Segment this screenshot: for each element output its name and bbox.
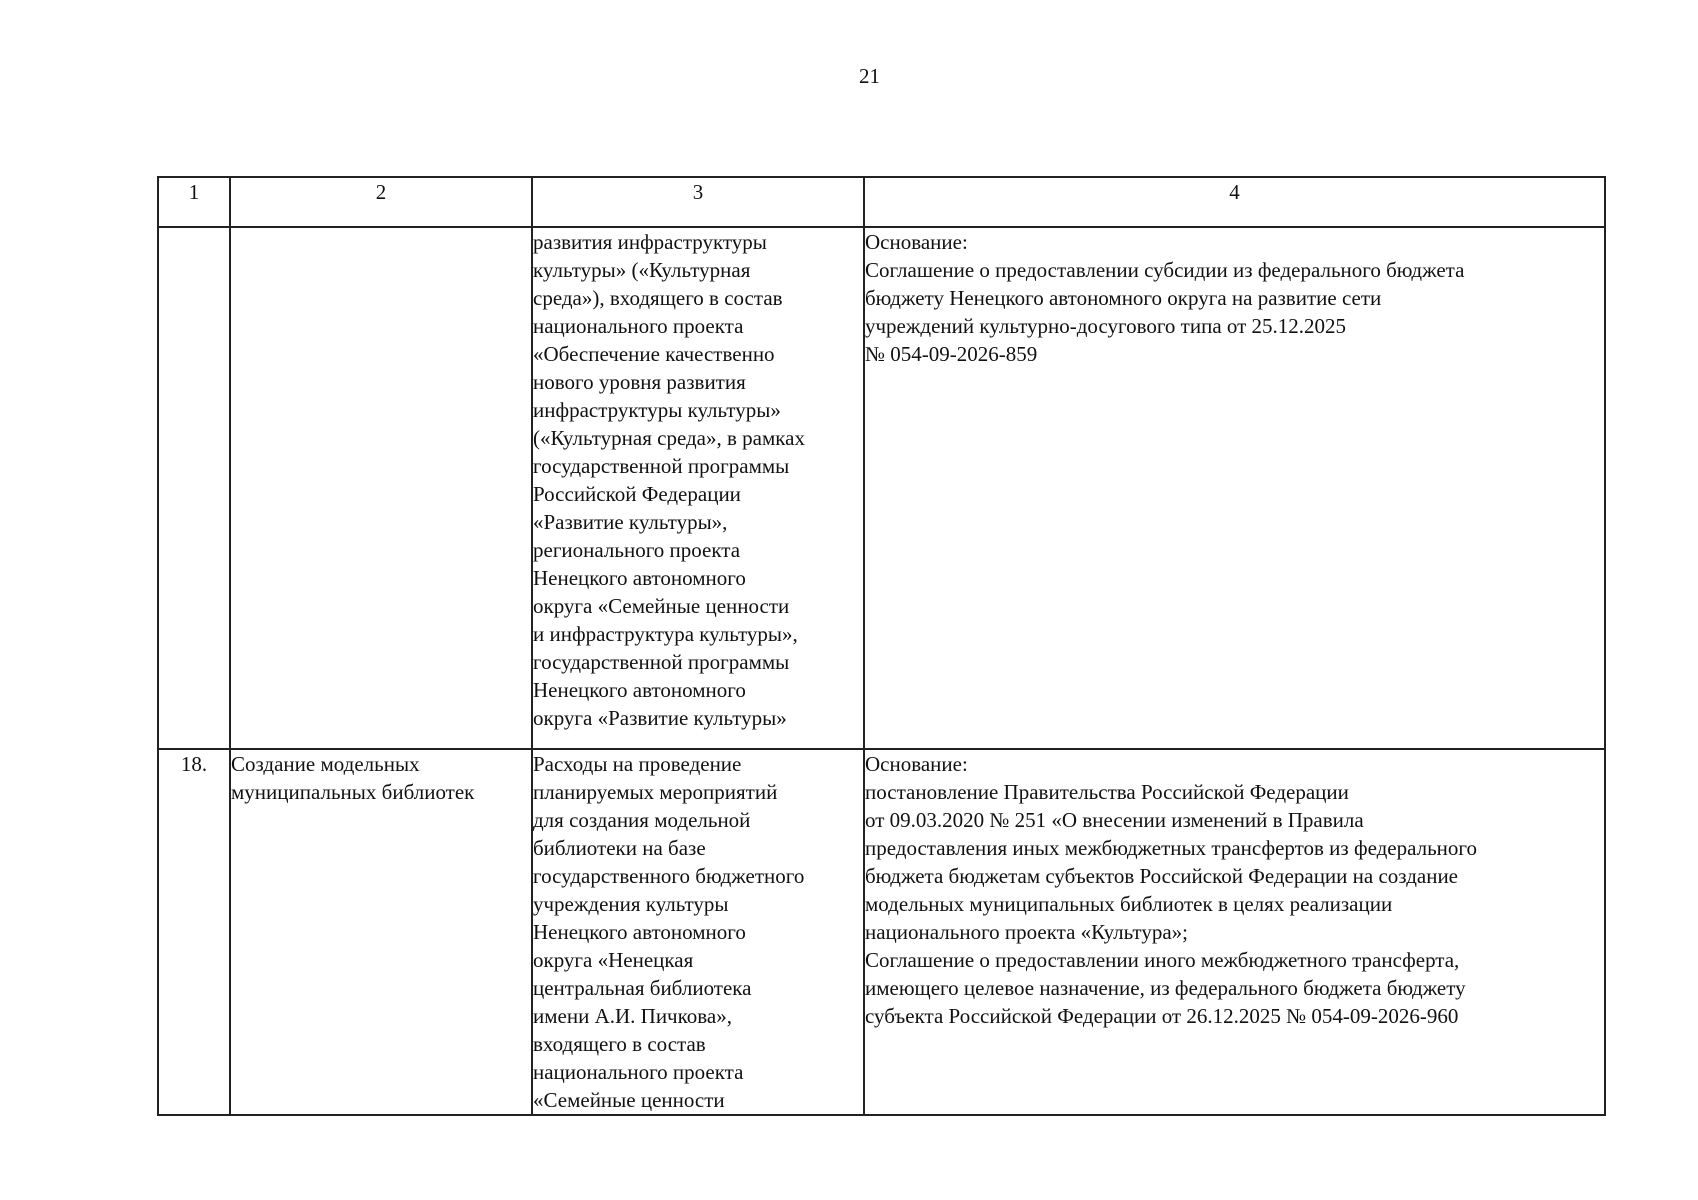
measure-name-cell: [230, 227, 532, 749]
legal-basis: Основание: Соглашение о предоставлении субсидии из федерального бюджета бюджету Ненецкого автономного округа на развитие сети учреждений культурно-досугового типа от 25.12.2025 № 054-09-2026-859: [865, 230, 1465, 366]
document-table: [157, 176, 1606, 1116]
column-header-4: 4: [864, 177, 1605, 227]
column-header-2: 2: [230, 177, 532, 227]
column-header-3: 3: [532, 177, 864, 227]
table-row: [158, 227, 1605, 749]
measure-description: развития инфраструктуры культуры» («Культурная среда»), входящего в состав национального проекта «Обеспечение качественно нового уровня развития инфраструктуры культуры» («Культурная среда», в рамках государственной программы Российской Федерации «Развитие культуры», регионального проекта Ненецкого автономного округа «Семейные ценности и инфраструктура культуры», государственной программы Ненецкого автономного округа «Развитие культуры»: [533, 230, 805, 730]
measure-name-cell: [230, 749, 532, 1115]
basis-cell: [864, 227, 1605, 749]
row-number-cell: [158, 227, 230, 749]
measure-description: Расходы на проведение планируемых мероприятий для создания модельной библиотеки на базе государственного бюджетного учреждения культуры Ненецкого автономного округа «Ненецкая центральная библиотека имени А.И. Пичкова», входящего в состав национального проекта «Семейные ценности: [533, 752, 805, 1112]
row-number-cell: [158, 749, 230, 1115]
row-number: 18.: [180, 752, 208, 776]
table-row: [158, 749, 1605, 1115]
description-cell: [532, 749, 864, 1115]
page-number: 21: [859, 64, 880, 88]
column-header-1: 1: [158, 177, 230, 227]
description-cell: [532, 227, 864, 749]
basis-cell: [864, 749, 1605, 1115]
measure-name: Создание модельных муниципальных библиотек: [231, 752, 475, 804]
legal-basis: Основание: постановление Правительства Российской Федерации от 09.03.2020 № 251 «О внесении изменений в Правила предоставления иных межбюджетных трансфертов из федерального бюджета бюджетам субъектов Российской Федерации на создание модельных муниципальных библиотек в целях реализации национального проекта «Культура»; Соглашение о предоставлении иного межбюджетного трансферта, имеющего целевое назначение, из федерального бюджета бюджету субъекта Российской Федерации от 26.12.2025 № 054-09-2026-960: [865, 752, 1478, 1028]
table-header-row: [158, 177, 1605, 227]
